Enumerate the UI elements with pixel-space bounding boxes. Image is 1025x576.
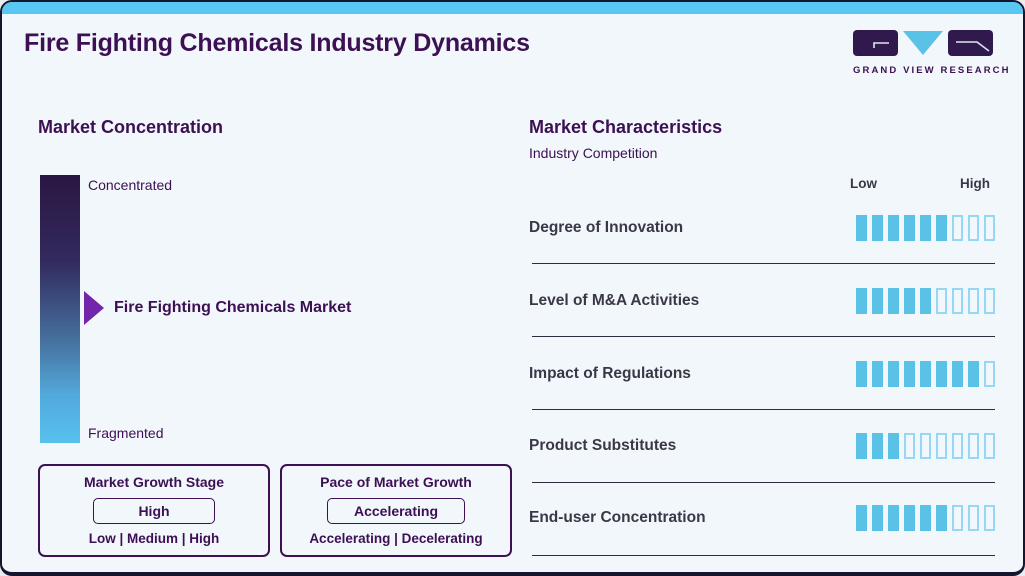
rating-segment-filled (856, 288, 867, 314)
rating-segment-filled (920, 215, 931, 241)
rating-segment-filled (872, 433, 883, 459)
rating-segment-empty (984, 433, 995, 459)
row-divider (532, 482, 995, 483)
characteristic-label: End-user Concentration (529, 509, 706, 526)
rating-segment-empty (936, 288, 947, 314)
rating-bars (856, 361, 995, 387)
fragmented-label: Fragmented (88, 425, 164, 441)
scale-high-label: High (960, 176, 990, 191)
rating-bars (856, 505, 995, 531)
rating-segment-filled (888, 215, 899, 241)
rating-segment-empty (968, 505, 979, 531)
logo-wordmark: GRAND VIEW RESEARCH (853, 65, 1011, 76)
rating-segment-empty (984, 361, 995, 387)
scale-low-label: Low (850, 176, 877, 191)
rating-segment-filled (872, 361, 883, 387)
concentration-gradient-bar (40, 175, 80, 443)
pace-of-growth-box (280, 464, 512, 557)
rating-segment-filled (920, 288, 931, 314)
rating-bars (856, 433, 995, 459)
growth-stage-options: Low | Medium | High (88, 531, 220, 546)
market-growth-stage-box (38, 464, 270, 557)
rating-segment-filled (888, 361, 899, 387)
rating-segment-empty (952, 288, 963, 314)
grand-view-research-logo (853, 30, 1011, 76)
rating-segment-filled (856, 505, 867, 531)
pace-value: Accelerating (327, 498, 465, 524)
characteristic-row (529, 202, 995, 254)
rating-segment-empty (968, 288, 979, 314)
rating-segment-empty (936, 433, 947, 459)
rating-segment-filled (904, 505, 915, 531)
rating-segment-filled (952, 361, 963, 387)
rating-segment-filled (888, 433, 899, 459)
rating-segment-filled (904, 361, 915, 387)
market-pointer-label: Fire Fighting Chemicals Market (114, 299, 352, 316)
rating-segment-filled (888, 505, 899, 531)
pace-title: Pace of Market Growth (320, 474, 472, 490)
rating-segment-filled (872, 215, 883, 241)
rating-segment-filled (920, 505, 931, 531)
characteristic-row (529, 348, 995, 400)
rating-segment-filled (904, 288, 915, 314)
characteristic-row (529, 492, 995, 544)
row-divider (532, 336, 995, 337)
rating-segment-filled (936, 215, 947, 241)
rating-segment-empty (984, 215, 995, 241)
pointer-arrow-icon (84, 291, 104, 325)
rating-segment-empty (920, 433, 931, 459)
characteristic-label: Impact of Regulations (529, 365, 691, 382)
row-divider (532, 409, 995, 410)
rating-segment-filled (936, 505, 947, 531)
rating-segment-empty (968, 215, 979, 241)
growth-stage-title: Market Growth Stage (83, 474, 225, 490)
rating-segment-filled (888, 288, 899, 314)
rating-segment-empty (952, 215, 963, 241)
rating-segment-empty (904, 433, 915, 459)
top-accent-bar (2, 2, 1023, 14)
rating-segment-filled (856, 361, 867, 387)
rating-segment-filled (872, 288, 883, 314)
characteristic-row (529, 420, 995, 472)
row-divider (532, 263, 995, 264)
market-concentration-heading: Market Concentration (38, 117, 224, 137)
rating-segment-empty (984, 505, 995, 531)
gvr-logo-mark-icon (853, 30, 995, 56)
characteristic-label: Degree of Innovation (529, 219, 684, 236)
rating-segment-filled (856, 433, 867, 459)
rating-segment-filled (968, 361, 979, 387)
characteristic-label: Level of M&A Activities (529, 292, 700, 309)
rating-segment-empty (968, 433, 979, 459)
rating-segment-filled (904, 215, 915, 241)
rating-segment-filled (856, 215, 867, 241)
rating-segment-empty (952, 505, 963, 531)
characteristic-label: Product Substitutes (529, 437, 677, 454)
rating-bars (856, 288, 995, 314)
rating-segment-empty (952, 433, 963, 459)
growth-stage-value: High (93, 498, 215, 524)
row-divider (532, 555, 995, 556)
concentrated-label: Concentrated (88, 177, 173, 193)
page-title: Fire Fighting Chemicals Industry Dynamics (24, 29, 530, 57)
rating-segment-filled (872, 505, 883, 531)
rating-segment-empty (984, 288, 995, 314)
industry-competition-subheading: Industry Competition (529, 145, 658, 161)
rating-segment-filled (936, 361, 947, 387)
rating-segment-filled (920, 361, 931, 387)
pace-options: Accelerating | Decelerating (309, 531, 483, 546)
characteristic-row (529, 275, 995, 327)
market-characteristics-heading: Market Characteristics (529, 117, 723, 137)
rating-bars (856, 215, 995, 241)
